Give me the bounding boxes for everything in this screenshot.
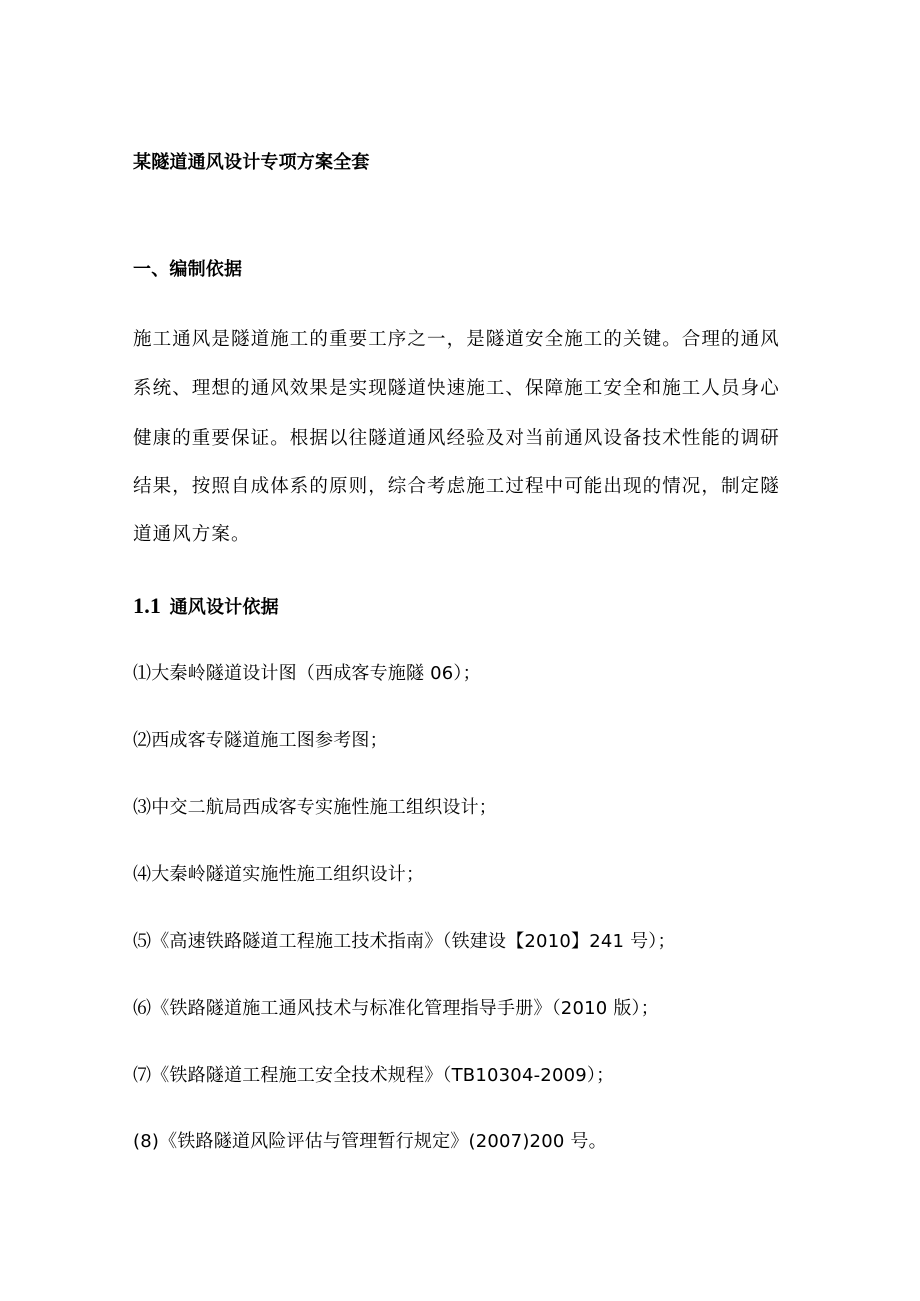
paragraph-line: 健康的重要保证。根据以往隧道通风经验及对当前通风设备技术性能的调研 <box>133 428 780 449</box>
document-title: 某隧道通风设计专项方案全套 <box>133 152 370 173</box>
subsection-number: 1.1 <box>133 593 162 618</box>
subsection-heading <box>133 593 279 621</box>
section-heading: 一、编制依据 <box>133 259 243 280</box>
paragraph-line: 施工通风是隧道施工的重要工序之一，是隧道安全施工的关键。合理的通风 <box>133 329 780 350</box>
paragraph-line: 系统、理想的通风效果是实现隧道快速施工、保障施工安全和施工人员身心 <box>133 378 780 399</box>
reference-item: ⑶中交二航局西成客专实施性施工组织设计； <box>133 797 497 818</box>
reference-item: ⑷大秦岭隧道实施性施工组织设计； <box>133 864 425 885</box>
reference-item: ⑵西成客专隧道施工图参考图； <box>133 730 388 751</box>
reference-item: (8)《铁路隧道风险评估与管理暂行规定》(2007)200 号。 <box>133 1131 607 1152</box>
reference-item: ⑸《高速铁路隧道工程施工技术指南》（铁建设【2010】241 号）； <box>133 931 676 952</box>
reference-item: ⑹《铁路隧道施工通风技术与标准化管理指导手册》（2010 版）； <box>133 998 659 1019</box>
reference-item: ⑺《铁路隧道工程施工安全技术规程》（TB10304-2009）； <box>133 1065 615 1086</box>
reference-item: ⑴大秦岭隧道设计图（西成客专施隧 06）； <box>133 663 481 684</box>
paragraph-line: 道通风方案。 <box>133 524 251 545</box>
subsection-title: 通风设计依据 <box>169 597 279 618</box>
paragraph-line: 结果，按照自成体系的原则，综合考虑施工过程中可能出现的情况，制定隧 <box>133 476 780 497</box>
